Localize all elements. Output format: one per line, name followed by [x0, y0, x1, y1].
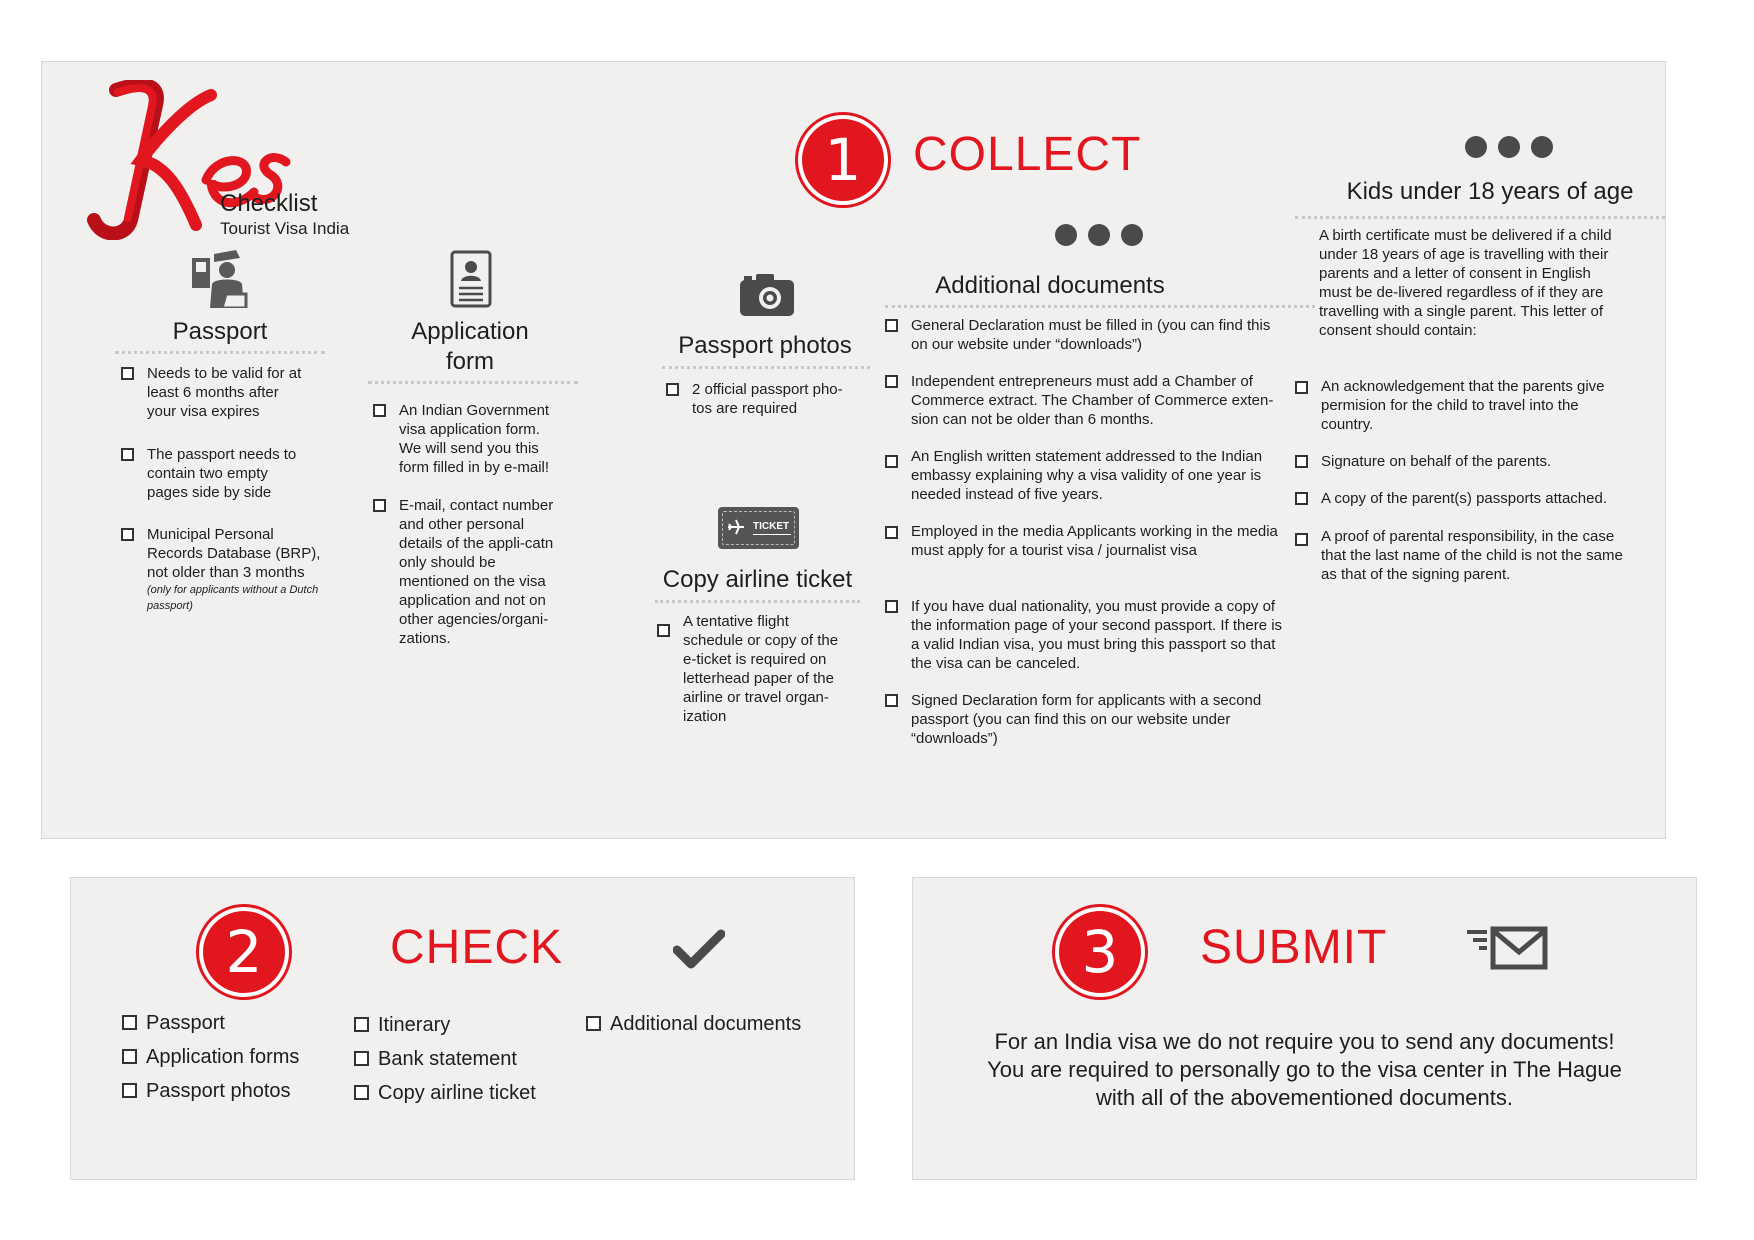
passport-note: (only for applicants without a Dutch passport) [147, 584, 319, 612]
checkbox[interactable] [121, 528, 134, 541]
passport-item-validity[interactable]: Needs to be valid for at least 6 months after your visa expires [121, 364, 311, 421]
ticket-label: TICKET [753, 521, 790, 532]
additional-item-media[interactable]: Employed in the media Applicants working in the media must apply for a tourist visa / journalist visa [885, 522, 1285, 560]
check-item-bank-statement[interactable]: Bank statement [354, 1048, 517, 1071]
checkbox[interactable] [885, 319, 898, 332]
logo-subtitle: Tourist Visa India [220, 219, 350, 238]
check-item-application-forms[interactable]: Application forms [122, 1046, 299, 1069]
step-two-circle: 2 [199, 907, 289, 997]
checkbox[interactable] [122, 1083, 137, 1098]
passport-divider [115, 351, 325, 354]
application-form-title-line1: Application [411, 318, 529, 345]
checkbox[interactable] [121, 367, 134, 380]
airline-ticket-title: Copy airline ticket [662, 566, 853, 593]
check-title: CHECK [390, 921, 564, 974]
passport-item-empty-pages[interactable]: The passport needs to contain two empty pages side by side [121, 445, 311, 502]
additional-documents-divider [885, 305, 1315, 308]
checkbox[interactable] [354, 1051, 369, 1066]
checkbox[interactable] [121, 448, 134, 461]
passport-officer-icon [192, 250, 248, 308]
airplane-icon [726, 517, 746, 537]
checkbox[interactable] [122, 1049, 137, 1064]
check-item-additional-documents[interactable]: Additional documents [586, 1013, 801, 1036]
checkbox[interactable] [885, 375, 898, 388]
checkbox[interactable] [1295, 492, 1308, 505]
application-item-form[interactable]: An Indian Government visa application form. We will send you this form filled in by e-mail! [373, 401, 563, 477]
additional-item-dual-nationality[interactable]: If you have dual nationality, you must provide a copy of the information page of your second passport. If there is a valid Indian visa, you must bring this passport so that the visa can be canceled. [885, 597, 1285, 673]
checkbox[interactable] [354, 1085, 369, 1100]
step-three-circle: 3 [1055, 907, 1145, 997]
additional-item-signed-declaration[interactable]: Signed Declaration form for applicants with a second passport (you can find this on our website under “downloads”) [885, 691, 1285, 748]
application-item-contact[interactable]: E-mail, contact number and other personal details of the appli-catn only should be mentioned on the visa application and not on other agencies/organi-zations. [373, 496, 563, 648]
camera-icon [740, 272, 794, 316]
additional-item-english-statement[interactable]: An English written statement addressed to the Indian embassy explaining why a visa validity of one year is needed instead of five years. [885, 447, 1285, 504]
checkbox[interactable] [657, 624, 670, 637]
checkbox[interactable] [586, 1016, 601, 1031]
check-item-passport-photos[interactable]: Passport photos [122, 1080, 291, 1103]
additional-documents-title: Additional documents [935, 272, 1165, 299]
application-form-title-line2: form [446, 348, 494, 375]
checkbox[interactable] [354, 1017, 369, 1032]
kids-item-signature[interactable]: Signature on behalf of the parents. [1295, 452, 1615, 471]
airline-ticket-item[interactable]: A tentative flight schedule or copy of the e-ticket is required on letterhead paper of the airline or travel organ-ization [657, 612, 847, 726]
submit-line-3: with all of the abovementioned documents. [1095, 1085, 1514, 1110]
additional-item-chamber-of-commerce[interactable]: Independent entrepreneurs must add a Chamber of Commerce extract. The Chamber of Commerce exten-sion can not be older than 6 months. [885, 372, 1285, 429]
checkbox[interactable] [122, 1015, 137, 1030]
checkmark-icon [673, 928, 725, 970]
checkbox[interactable] [885, 455, 898, 468]
check-item-copy-airline-ticket[interactable]: Copy airline ticket [354, 1082, 536, 1105]
photos-item[interactable]: 2 official passport pho-tos are required [666, 380, 856, 418]
collect-title: COLLECT [913, 128, 1142, 181]
checkbox[interactable] [1295, 381, 1308, 394]
passport-photos-divider [662, 366, 870, 369]
checkbox[interactable] [885, 600, 898, 613]
kids-divider [1295, 216, 1665, 219]
application-form-icon [450, 250, 492, 308]
kids-item-acknowledgement[interactable]: An acknowledgement that the parents give permision for the child to travel into the country. [1295, 377, 1615, 434]
checkbox[interactable] [373, 499, 386, 512]
checkbox[interactable] [1295, 455, 1308, 468]
passport-title: Passport [172, 318, 268, 345]
application-form-title [370, 317, 570, 377]
check-item-itinerary[interactable]: Itinerary [354, 1014, 450, 1037]
checkbox[interactable] [373, 404, 386, 417]
checkbox[interactable] [885, 694, 898, 707]
kids-item-passport-copy[interactable]: A copy of the parent(s) passports attached. [1295, 489, 1615, 508]
checkbox[interactable] [1295, 533, 1308, 546]
passport-photos-title: Passport photos [678, 332, 852, 359]
additional-documents-dots [1055, 224, 1143, 246]
kids-title: Kids under 18 years of age [1346, 178, 1634, 205]
step-one-circle: 1 [798, 115, 888, 205]
submit-line-2: You are required to personally go to the visa center in The Hague [987, 1057, 1622, 1082]
submit-message [912, 1028, 1697, 1112]
checkbox[interactable] [666, 383, 679, 396]
check-item-passport[interactable]: Passport [122, 1012, 225, 1035]
kids-item-parental-responsibility[interactable]: A proof of parental responsibility, in the case that the last name of the child is not the same as that of the signing parent. [1295, 527, 1625, 584]
additional-item-declaration[interactable]: General Declaration must be filled in (you can find this on our website under “downloads”) [885, 316, 1285, 354]
kids-intro: A birth certificate must be delivered if a child under 18 years of age is travelling with their parents and a letter of consent in English must be de-livered regardless of if they are travelling with a single parent. This letter of consent should contain: [1319, 227, 1612, 339]
submit-line-1: For an India visa we do not require you to send any documents! [994, 1029, 1615, 1054]
passport-item-brp[interactable]: Municipal Personal Records Database (BRP), not older than 3 months (only for applicants without a Dutch passport) [121, 525, 331, 614]
checkbox[interactable] [885, 526, 898, 539]
airline-ticket-divider [655, 600, 860, 603]
send-mail-icon [1465, 926, 1549, 970]
ticket-icon [718, 507, 799, 549]
checklist-label: Checklist [220, 190, 318, 217]
submit-title: SUBMIT [1200, 921, 1388, 974]
kids-dots [1465, 136, 1553, 158]
application-form-divider [368, 381, 578, 384]
